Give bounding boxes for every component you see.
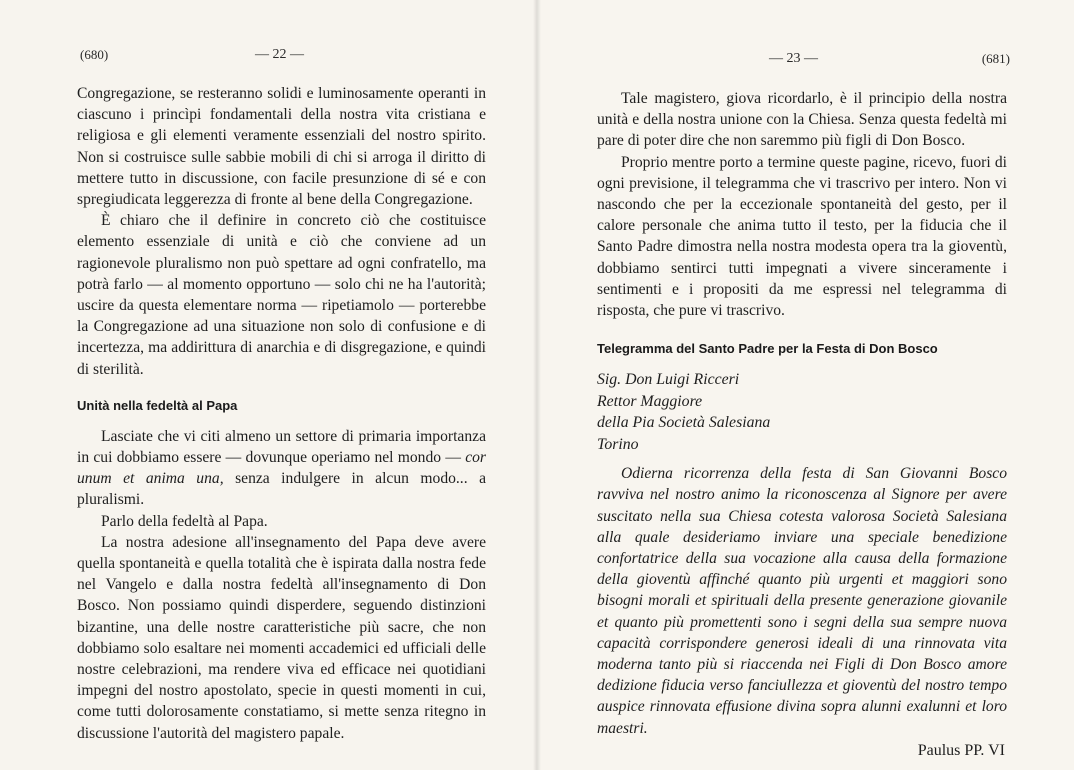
paragraph: Congregazione, se resteranno solidi e luminosamente operanti in ciascuno i princìpi fondamentali della nostra vita cristiana e religiosa e gli elementi veramente essenziali del nostro spirito. Non si costruisce sulle sabbie mobili di chi si arroga il diritto di mettere tutto in discussione, con facile presunzione di sé e con spregiudicata leggerezza di fronte al bene della Congregazione. xyxy=(77,85,486,209)
right-page xyxy=(537,0,1074,770)
right-page-number: — 23 — xyxy=(769,51,818,66)
paragraph xyxy=(77,426,486,511)
telegram-address xyxy=(597,369,1007,455)
section-heading: Unità nella fedeltà al Papa xyxy=(77,397,238,413)
left-page-number: — 22 — xyxy=(255,47,304,62)
latin-phrase: cor unum et anima una, xyxy=(77,449,486,488)
telegram-text: Odierna ricorrenza della festa di San Giovanni Bosco ravviva nel nostro animo la riconoscenza al Signore per avere suscitato nella sua Chiesa cotesta valorosa Società Salesiana alla quale desideriamo inviare una speciale benedizione confortatrice della sua vocazione alla causa della formazione della gioventù affinché quanto più urgenti et maggiori sono bisogni morali et spirituali della presente generazione giovanile et quanto più promettenti sono i segni della sua sempre nuova capacità corrispondere generosi ideali di una rinnovata vita moderna tanto più si riaccenda nei Figli di Don Bosco amore dedizione fiducia verso fanciullezza et gioventù del nostro tempo auspice rinnovata effusione divina sopra alunni exalunni et loro maestri. xyxy=(597,465,1007,737)
paragraph-text: senza indulgere in alcun modo... a pluralismi. xyxy=(77,470,486,509)
telegram-heading: Telegramma del Santo Padre per la Festa di Don Bosco xyxy=(597,341,938,357)
signature: Paulus PP. VI xyxy=(917,741,1005,759)
paragraph: Parlo della fedeltà al Papa. xyxy=(101,512,268,530)
telegram-body xyxy=(597,463,1007,739)
paragraph: È chiaro che il definire in concreto ciò che costituisce elemento essenziale di unità e ciò che conviene ad un ragionevole pluralismo non può spettare ad ogni confratello, ma potrà farlo — al momento opportuno — solo chi ne ha l'autorità; uscire da questa elementare norma — ripetiamolo — porterebbe la Congregazione ad una situazione non solo di confusione e di incertezza, ma addirittura di anarchia e di disgregazione, e quindi di sterilità. xyxy=(77,212,486,378)
paragraph-text: Lasciate che vi citi almeno un settore di primaria importanza in cui dobbiamo essere — dovunque operiamo nel mondo — xyxy=(77,427,486,467)
address-line: Sig. Don Luigi Ricceri xyxy=(597,371,740,389)
address-line: Torino xyxy=(597,435,639,453)
right-page-body xyxy=(597,88,1007,762)
left-page-body xyxy=(77,83,486,744)
paragraph: Tale magistero, giova ricordarlo, è il principio della nostra unità e della nostra unione con la Chiesa. Senza questa fedeltà mi pare di poter dire che non saremmo più figli di Don Bosco. xyxy=(597,90,1007,150)
right-page-number-bracketed: (681) xyxy=(981,51,1010,66)
left-page-number-bracketed: (680) xyxy=(80,47,109,62)
address-line: Rettor Maggiore xyxy=(597,392,703,410)
address-line: della Pia Società Salesiana xyxy=(597,414,771,432)
paragraph: La nostra adesione all'insegnamento del Papa deve avere quella spontaneità e quella totalità che è ispirata dalla nostra fede nel Vangelo e dalla nostra fedeltà all'insegnamento di Don Bosco. Non possiamo quindi disperdere, seguendo distinzioni bizantine, una delle nostre caratteristiche più sacre, che non dobbiamo solo esaltare nei momenti accademici ed ufficiali delle nostre celebrazioni, ma rendere viva ed efficace nei quotidiani impegni del nostro apostolato, specie in questi momenti in cui, come tutti dolorosamente constatiamo, si mette senza ritegno in discussione l'autorità del magistero papale. xyxy=(77,533,486,742)
paragraph: Proprio mentre porto a termine queste pagine, ricevo, fuori di ogni previsione, il telegramma che vi trascrivo per intero. Non vi nascondo che per la eccezionale spontaneità del gesto, per il calore personale che anima tutto il testo, per la fiducia che il Santo Padre dimostra nella nostra modesta opera tra la gioventù, dobbiamo sentirci tutti impegnati a vivere sinceramente i sentimenti e i propositi da me espressi nel telegramma di risposta, che pure vi trascrivo. xyxy=(597,153,1007,320)
